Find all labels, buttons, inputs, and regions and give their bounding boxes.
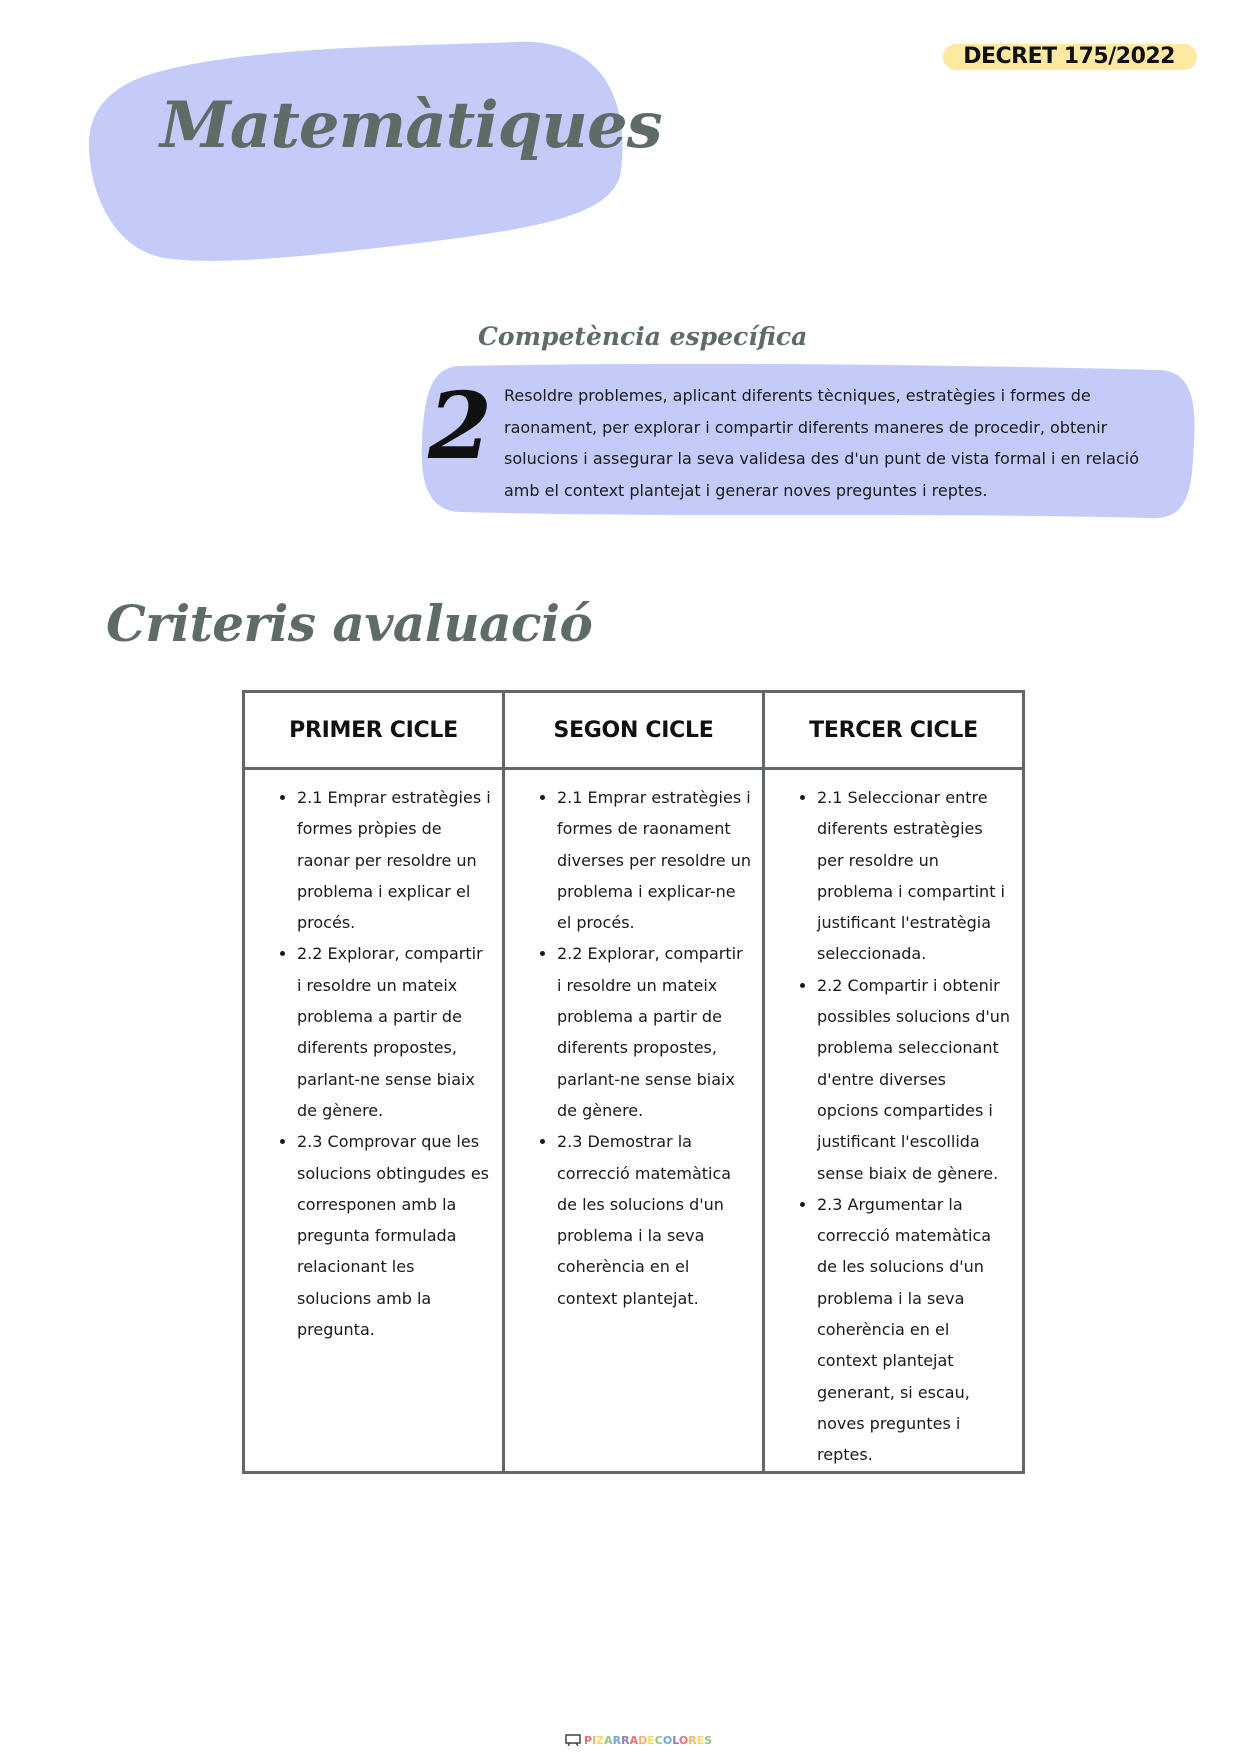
list-item: • 2.1 Emprar estratègies i formes pròpies de raonar per resoldre un problema i explicar el procés. (297, 782, 492, 938)
whiteboard-icon (565, 1734, 581, 1746)
logo-letter: O (662, 1733, 673, 1747)
list-item: • 2.3 Argumentar la correcció matemàtica de les solucions d'un problema i la seva coherència en el context plantejat generant, si escau, noves preguntes i reptes. (817, 1189, 1012, 1471)
logo-letter: S (704, 1733, 713, 1747)
logo-letter: C (654, 1733, 663, 1747)
logo-letter: E (647, 1733, 655, 1747)
criteria-header-row (244, 692, 1024, 769)
list-item: • 2.3 Comprovar que les solucions obtingudes es corresponen amb la pregunta formulada relacionant les solucions amb la pregunta. (297, 1126, 492, 1345)
tercer-cicle-cell (764, 769, 1024, 1473)
logo-letter: P (584, 1733, 593, 1747)
logo-letter: R (612, 1733, 622, 1747)
logo-letter: O (678, 1733, 689, 1747)
column-header-primer-cicle: PRIMER CICLE (244, 692, 504, 769)
logo-letter: R (621, 1733, 630, 1747)
logo-letter: Z (596, 1733, 605, 1747)
logo-letter: D (638, 1733, 648, 1747)
list-item: • 2.2 Explorar, compartir i resoldre un mateix problema a partir de diferents propostes, parlant-ne sense biaix de gènere. (297, 938, 492, 1126)
footer-logo (565, 1732, 712, 1748)
criteria-heading: Criteris avaluació (106, 594, 593, 653)
competence-text: Resoldre problemes, aplicant diferents tècniques, estratègies i formes de raonament, per explorar i compartir diferents maneres de procedir, obtenir solucions i assegurar la seva validesa des d'un punt de vista formal i en relació amb el context plantejat i generar noves preguntes i reptes. (504, 386, 1139, 500)
list-item: • 2.3 Demostrar la correcció matemàtica de les solucions d'un problema i la seva coherència en el context plantejat. (557, 1126, 752, 1314)
segon-cicle-cell (504, 769, 764, 1473)
column-header-segon-cicle: SEGON CICLE (504, 692, 764, 769)
criteria-body-row (244, 769, 1024, 1473)
page-title: Matemàtiques (160, 88, 662, 163)
logo-letter: E (696, 1733, 705, 1747)
logo-letter: A (629, 1733, 639, 1747)
logo-letter: I (592, 1733, 597, 1747)
competence-number: 2 (428, 372, 493, 480)
list-item: • 2.2 Explorar, compartir i resoldre un mateix problema a partir de diferents propostes, parlant-ne sense biaix de gènere. (557, 938, 752, 1126)
logo-letter: R (688, 1733, 697, 1747)
criteria-table (242, 690, 1025, 1474)
primer-cicle-list (245, 782, 492, 1345)
footer-logo-text (584, 1734, 712, 1747)
list-item: • 2.1 Emprar estratègies i formes de raonament diverses per resoldre un problema i explicar-ne el procés. (557, 782, 752, 938)
competence-heading: Competència específica (478, 322, 808, 351)
segon-cicle-list (505, 782, 752, 1314)
list-item: • 2.2 Compartir i obtenir possibles solucions d'un problema seleccionant d'entre diverses opcions compartides i justificant l'escollida sense biaix de gènere. (817, 970, 1012, 1189)
logo-letter: L (672, 1733, 679, 1747)
primer-cicle-cell (244, 769, 504, 1473)
list-item: • 2.1 Seleccionar entre diferents estratègies per resoldre un problema i compartint i justificant l'estratègia seleccionada. (817, 782, 1012, 970)
tercer-cicle-list (765, 782, 1012, 1471)
logo-letter: A (604, 1733, 613, 1747)
decree-badge: DECRET 175/2022 (943, 44, 1197, 70)
column-header-tercer-cicle: TERCER CICLE (764, 692, 1024, 769)
